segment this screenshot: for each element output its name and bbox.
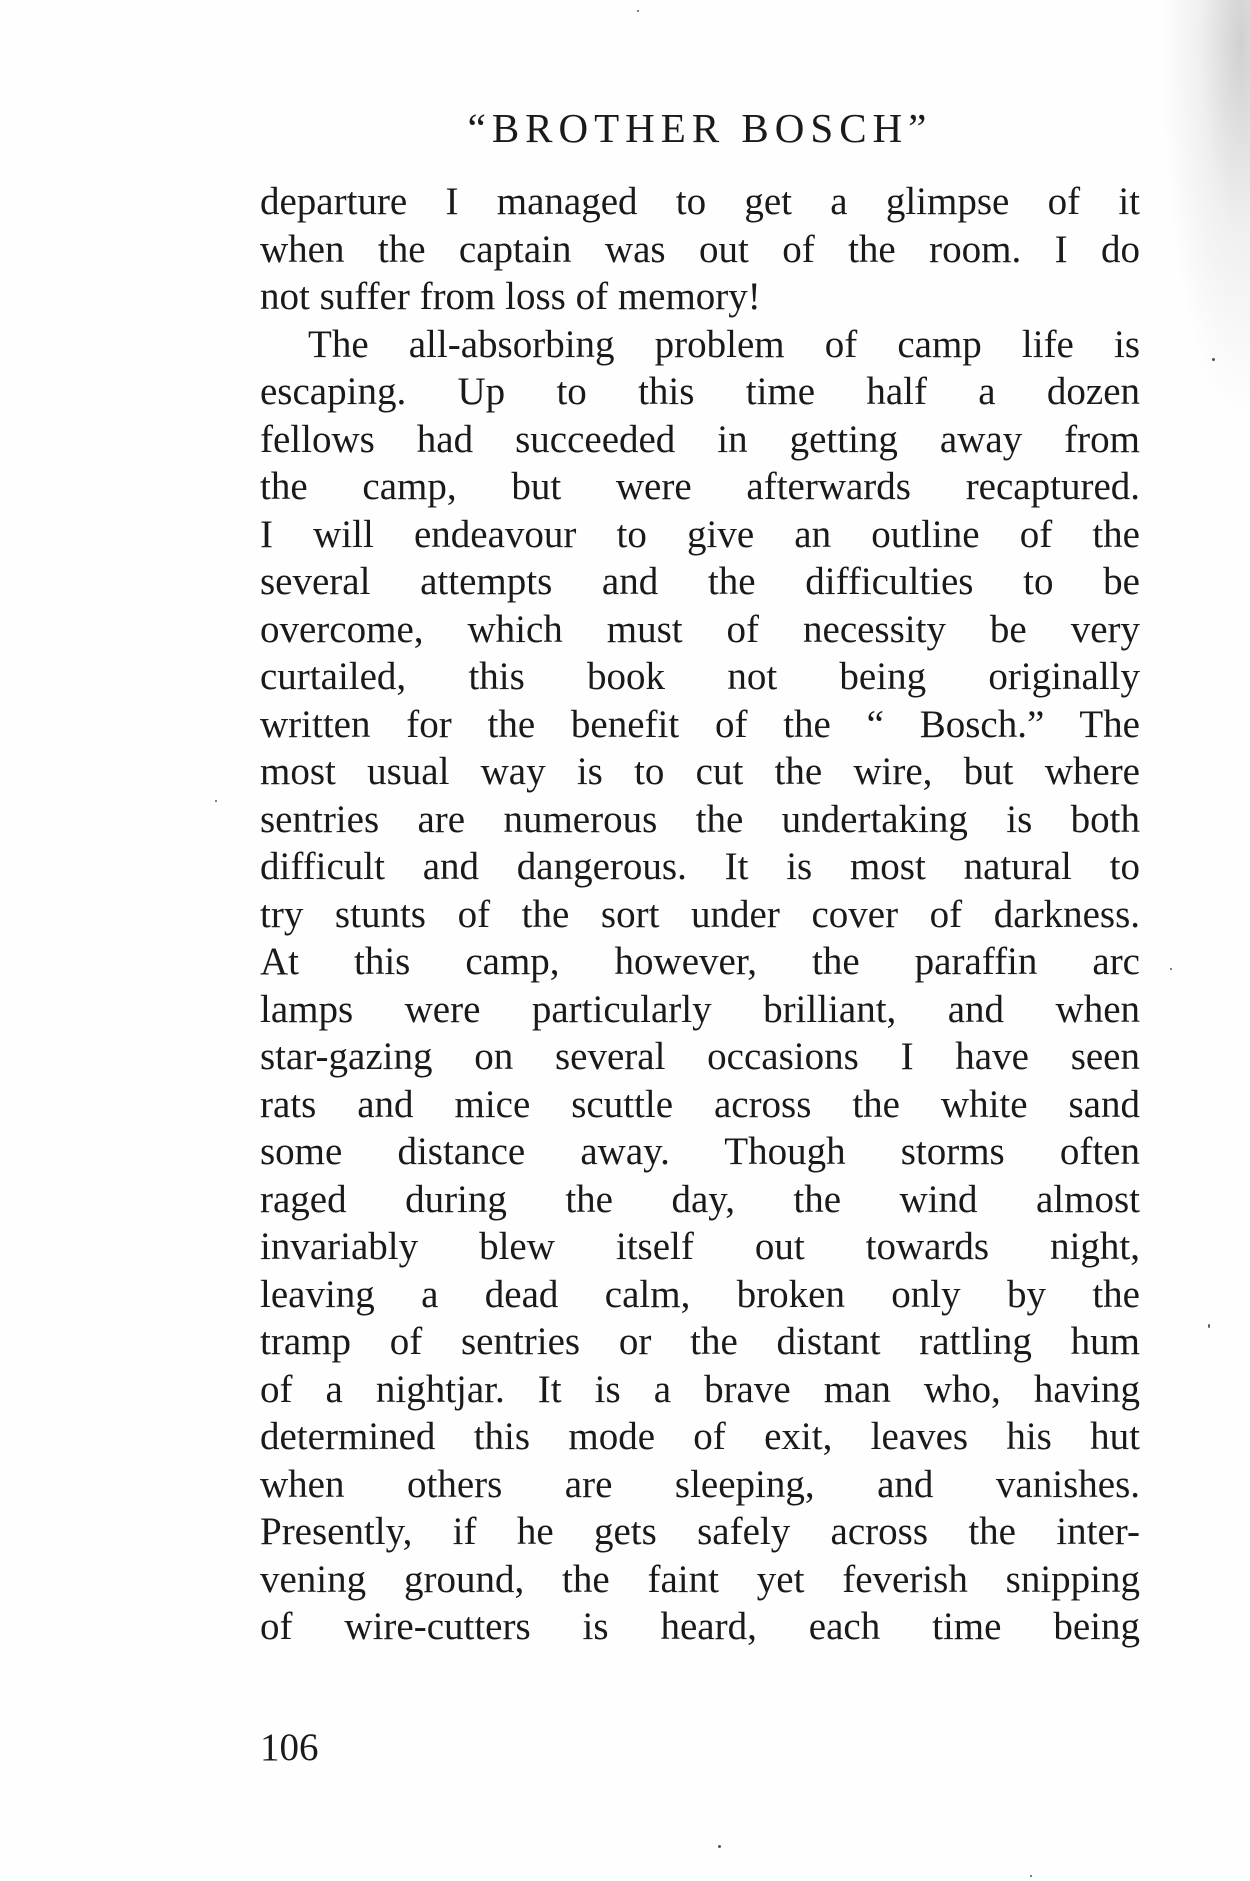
text-line: not suffer from loss of memory! [260, 275, 761, 318]
scan-speck [1030, 1875, 1032, 1877]
text-line: several attempts and the difficulties to be [260, 560, 1140, 603]
text-line: leaving a dead calm, broken only by the [260, 1272, 1140, 1316]
text-line: of wire-cutters is heard, each time being [260, 1605, 1140, 1648]
running-head: “BROTHER BOSCH” [467, 105, 933, 151]
text-line: raged during the day, the wind almost [260, 1177, 1140, 1221]
text-line: curtailed, this book not being originally [260, 655, 1140, 698]
text-line: vening ground, the faint yet feverish snipping [260, 1557, 1140, 1601]
text-line: difficult and dangerous. It is most natural to [260, 845, 1140, 888]
text-line: when others are sleeping, and vanishes. [260, 1462, 1140, 1506]
text-line: Presently, if he gets safely across the inter- [260, 1510, 1140, 1553]
text-line: written for the benefit of the “ Bosch.” The [260, 702, 1140, 746]
text-line: departure I managed to get a glimpse of it [260, 180, 1140, 223]
scan-speck [1208, 1324, 1210, 1328]
text-line: sentries are numerous the undertaking is both [260, 797, 1140, 841]
text-line: tramp of sentries or the distant rattling hum [260, 1320, 1140, 1363]
text-line: star-gazing on several occasions I have seen [260, 1035, 1140, 1078]
text-line: some distance away. Though storms often [260, 1130, 1140, 1173]
text-line: the camp, but were afterwards recaptured. [260, 465, 1140, 508]
text-line: of a nightjar. It is a brave man who, having [260, 1367, 1140, 1411]
text-line: overcome, which must of necessity be very [260, 607, 1140, 651]
text-line: At this camp, however, the paraffin arc [260, 940, 1140, 983]
text-line: try stunts of the sort under cover of darkness. [260, 892, 1140, 936]
scan-shadow [1160, 0, 1250, 420]
text-line: determined this mode of exit, leaves his hut [260, 1415, 1140, 1458]
text-line: most usual way is to cut the wire, but where [260, 750, 1140, 793]
text-line: rats and mice scuttle across the white sand [260, 1082, 1140, 1126]
text-line: invariably blew itself out towards night, [260, 1225, 1140, 1268]
scan-speck [1212, 358, 1215, 361]
body-text [260, 178, 1140, 1651]
text-line: escaping. Up to this time half a dozen [260, 370, 1140, 413]
text-line: lamps were particularly brilliant, and when [260, 987, 1140, 1031]
scan-speck [718, 1845, 721, 1848]
text-line: fellows had succeeded in getting away from [260, 417, 1140, 461]
page-number: 106 [260, 1726, 319, 1769]
text-line: The all-absorbing problem of camp life is [308, 322, 1140, 366]
text-line: I will endeavour to give an outline of the [260, 512, 1140, 556]
scan-speck [637, 10, 639, 12]
text-line: when the captain was out of the room. I do [260, 227, 1140, 271]
scan-speck [1170, 968, 1172, 970]
scan-speck [215, 800, 217, 802]
